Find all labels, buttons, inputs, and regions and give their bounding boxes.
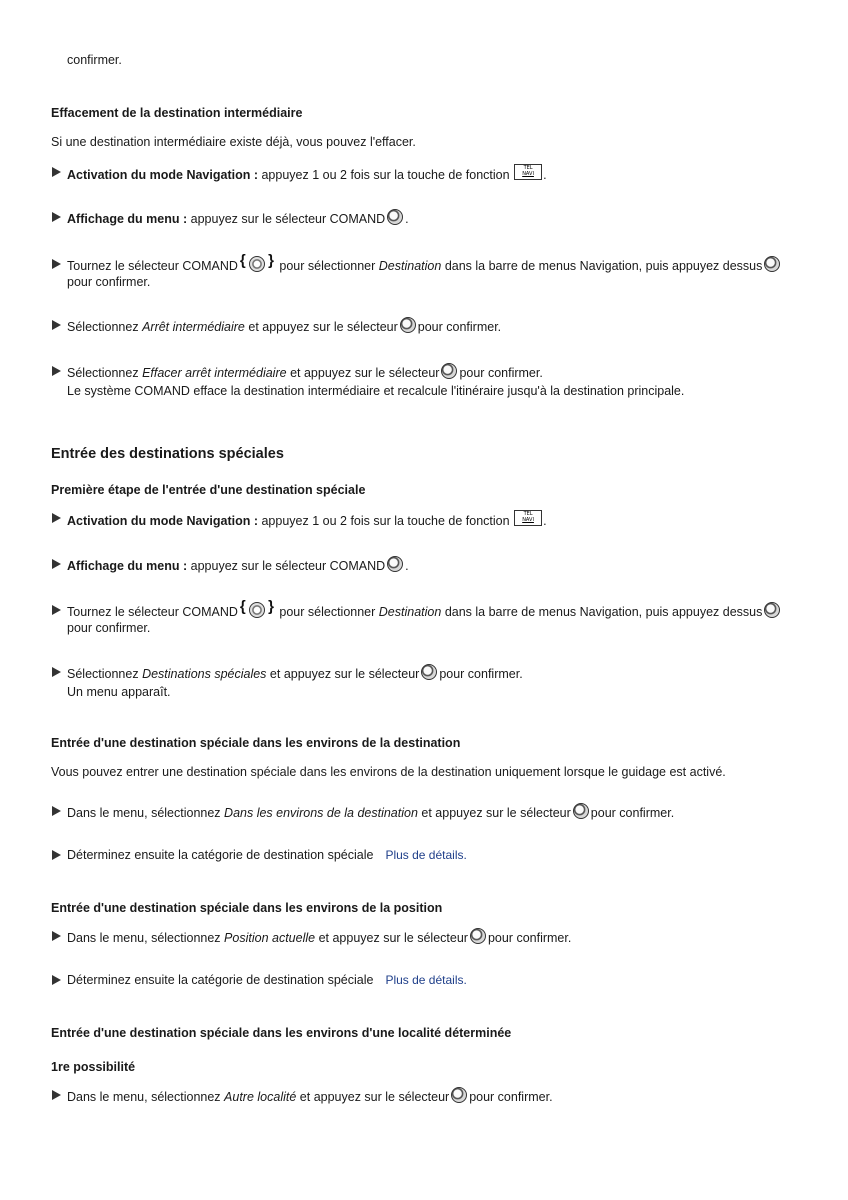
step-result: Un menu apparaît.: [67, 685, 171, 699]
bullet-arrow-icon: [52, 931, 61, 941]
section-heading: Entrée d'une destination spéciale dans les environs de la destination: [51, 736, 461, 750]
section-intro: Si une destination intermédiaire existe déjà, vous pouvez l'effacer.: [51, 135, 416, 149]
bullet-arrow-icon: [52, 559, 61, 569]
bullet-arrow-icon: [52, 167, 61, 177]
bullet-arrow-icon: [52, 259, 61, 269]
instruction-step: Déterminez ensuite la catégorie de destination spéciale Plus de détails.: [51, 847, 808, 863]
section-intro: Vous pouvez entrer une destination spéciale dans les environs de la destination uniquement lorsque le guidage est activé.: [51, 765, 726, 779]
bullet-arrow-icon: [52, 806, 61, 816]
section-heading: Effacement de la destination intermédiaire: [51, 106, 303, 120]
bullet-arrow-icon: [52, 605, 61, 615]
bullet-arrow-icon: [52, 513, 61, 523]
selector-press-icon: [400, 317, 416, 333]
selector-press-icon: [441, 363, 457, 379]
paragraph-tail: confirmer.: [67, 53, 122, 67]
instruction-step: Sélectionnez Destinations spéciales et appuyez sur le sélecteur pour confirmer. Un menu apparaît.: [51, 664, 808, 701]
step-text: appuyez sur le sélecteur COMAND: [190, 212, 386, 226]
instruction-step: Dans le menu, sélectionnez Dans les environs de la destination et appuyez sur le sélecteur pour confirmer.: [51, 803, 808, 821]
step-label: Affichage du menu :: [67, 559, 188, 573]
instruction-step: Affichage du menu : appuyez sur le sélecteur COMAND .: [51, 556, 808, 574]
bullet-arrow-icon: [52, 1090, 61, 1100]
instruction-step: Tournez le sélecteur COMAND { } pour sélectionner Destination dans la barre de menus Navigation, puis appuyez dessus pour confirmer.: [51, 602, 808, 636]
selector-press-icon: [421, 664, 437, 680]
tel-navi-key-icon: TEL NAVI: [514, 164, 542, 180]
step-label: Activation du mode Navigation :: [67, 514, 258, 528]
selector-press-icon: [387, 556, 403, 572]
instruction-step: Tournez le sélecteur COMAND { } pour sélectionner Destination dans la barre de menus Navigation, puis appuyez dessus pour confirmer.: [51, 256, 808, 290]
bullet-arrow-icon: [52, 667, 61, 677]
bullet-arrow-icon: [52, 975, 61, 985]
bullet-arrow-icon: [52, 366, 61, 376]
section-heading: Première étape de l'entrée d'une destination spéciale: [51, 483, 366, 497]
selector-rotate-icon: { }: [240, 256, 274, 272]
step-result: Le système COMAND efface la destination intermédiaire et recalcule l'itinéraire jusqu'à la destination principale.: [67, 384, 685, 398]
step-label: Activation du mode Navigation :: [67, 168, 258, 182]
instruction-step: Dans le menu, sélectionnez Autre localité et appuyez sur le sélecteur pour confirmer.: [51, 1087, 808, 1105]
instruction-step: Activation du mode Navigation : appuyez 1 ou 2 fois sur la touche de fonction TEL NAVI .: [51, 164, 808, 183]
subsection-heading: 1re possibilité: [51, 1060, 136, 1074]
instruction-step: Déterminez ensuite la catégorie de destination spéciale Plus de détails.: [51, 972, 808, 988]
instruction-step: Dans le menu, sélectionnez Position actuelle et appuyez sur le sélecteur pour confirmer.: [51, 928, 808, 946]
section-heading: Entrée d'une destination spéciale dans les environs de la position: [51, 901, 443, 915]
instruction-step: Activation du mode Navigation : appuyez 1 ou 2 fois sur la touche de fonction TEL NAVI .: [51, 510, 808, 529]
selector-press-icon: [573, 803, 589, 819]
step-label: Affichage du menu :: [67, 212, 188, 226]
bullet-arrow-icon: [52, 850, 61, 860]
selector-press-icon: [451, 1087, 467, 1103]
section-heading: Entrée d'une destination spéciale dans les environs d'une localité déterminée: [51, 1026, 512, 1040]
tel-navi-key-icon: TEL NAVI: [514, 510, 542, 526]
selector-press-icon: [764, 256, 780, 272]
instruction-step: Sélectionnez Arrêt intermédiaire et appuyez sur le sélecteur pour confirmer.: [51, 317, 808, 335]
more-details-link[interactable]: Plus de détails: [385, 973, 464, 987]
instruction-step: Affichage du menu : appuyez sur le sélecteur COMAND .: [51, 209, 808, 227]
selector-press-icon: [470, 928, 486, 944]
selector-press-icon: [764, 602, 780, 618]
selector-press-icon: [387, 209, 403, 225]
section-title: Entrée des destinations spéciales: [51, 446, 284, 462]
bullet-arrow-icon: [52, 212, 61, 222]
instruction-step: Sélectionnez Effacer arrêt intermédiaire et appuyez sur le sélecteur pour confirmer. Le système COMAND efface la destination intermédiaire et recalcule l'itinéraire jusqu'à la destination principale.: [51, 363, 808, 400]
more-details-link[interactable]: Plus de détails: [385, 848, 464, 862]
selector-rotate-icon: { }: [240, 602, 274, 618]
bullet-arrow-icon: [52, 320, 61, 330]
step-text: appuyez 1 ou 2 fois sur la touche de fonction: [261, 168, 510, 182]
